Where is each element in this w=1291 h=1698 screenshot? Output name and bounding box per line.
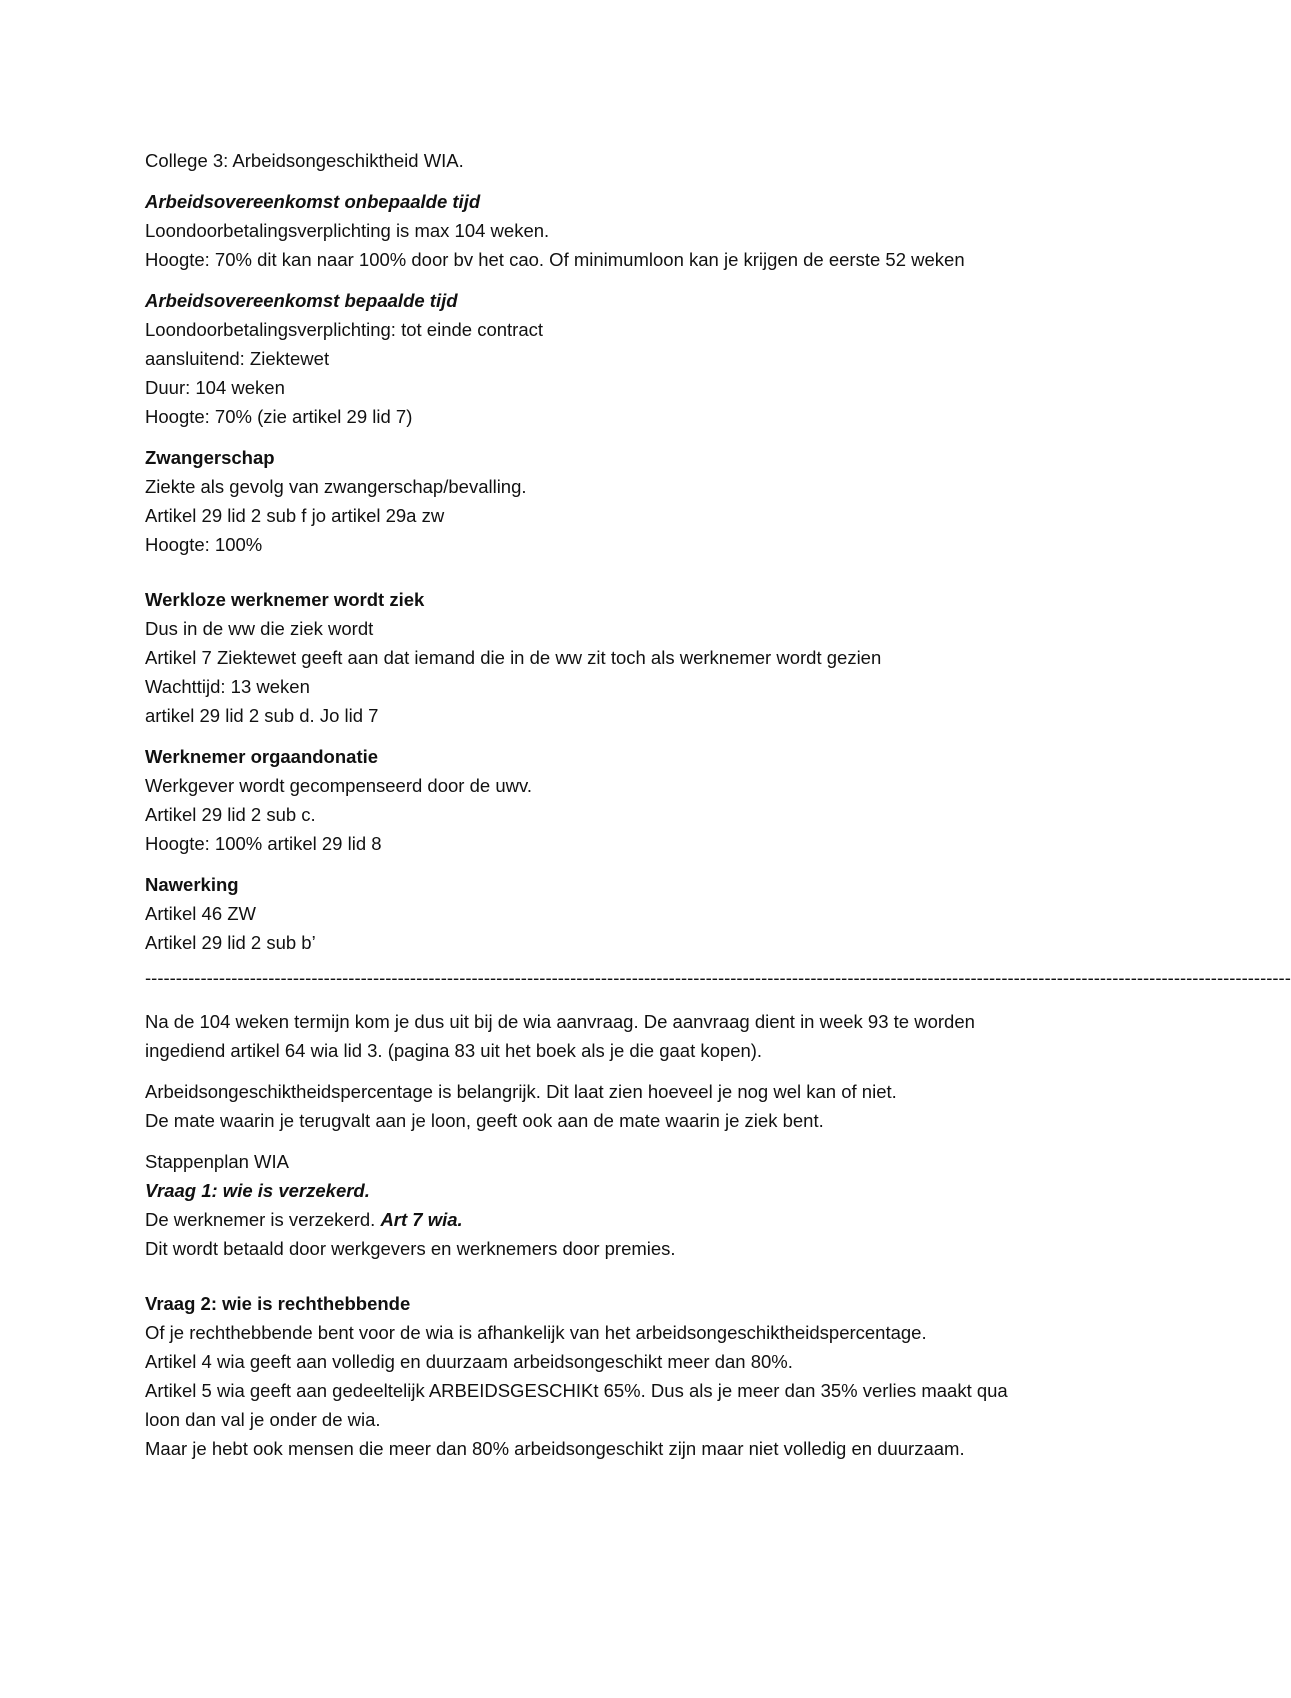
section-line: Wachttijd: 13 weken bbox=[145, 676, 310, 697]
section-line: Artikel 29 lid 2 sub c. bbox=[145, 804, 316, 825]
spacer bbox=[145, 559, 1065, 585]
section-line: Loondoorbetalingsverplichting is max 104 weken. bbox=[145, 220, 550, 241]
vraag1-line-text: De werknemer is verzekerd. bbox=[145, 1209, 381, 1230]
spacer bbox=[145, 274, 1065, 286]
spacer bbox=[145, 858, 1065, 870]
vraag1-article-reference: Art 7 wia. bbox=[380, 1209, 463, 1230]
section-line: Hoogte: 100% bbox=[145, 534, 263, 555]
section-heading: Arbeidsovereenkomst onbepaalde tijd bbox=[145, 191, 481, 212]
vraag2-line: Artikel 5 wia geeft aan gedeeltelijk ARBEIDSGESCHIKt 65%. Dus als je meer dan 35% verlies maakt qua bbox=[145, 1380, 1008, 1401]
stappenplan-title: Stappenplan WIA bbox=[145, 1151, 289, 1172]
divider-line: ------------------------------------------------------------------------------------------------------------------------------------------------------------------------------------------ bbox=[145, 967, 1291, 988]
vraag2-line: Of je rechthebbende bent voor de wia is afhankelijk van het arbeidsongeschiktheidspercentage. bbox=[145, 1322, 927, 1343]
spacer bbox=[145, 1135, 1065, 1147]
section-line: Artikel 29 lid 2 sub f jo artikel 29a zw bbox=[145, 505, 445, 526]
vraag1-line bbox=[145, 1205, 1065, 1234]
section-heading: Nawerking bbox=[145, 874, 239, 895]
document-title: College 3: Arbeidsongeschiktheid WIA. bbox=[145, 150, 464, 171]
paragraph-line: ingediend artikel 64 wia lid 3. (pagina 83 uit het boek als je die gaat kopen). bbox=[145, 1040, 763, 1061]
section-line: Hoogte: 100% artikel 29 lid 8 bbox=[145, 833, 382, 854]
section-line: Hoogte: 70% dit kan naar 100% door bv het cao. Of minimumloon kan je krijgen de eerste 52 weken bbox=[145, 249, 965, 270]
spacer bbox=[145, 1263, 1065, 1289]
section-line: Hoogte: 70% (zie artikel 29 lid 7) bbox=[145, 406, 413, 427]
spacer bbox=[145, 1065, 1065, 1077]
vraag1-line: Dit wordt betaald door werkgevers en werknemers door premies. bbox=[145, 1238, 676, 1259]
spacer bbox=[145, 431, 1065, 443]
vraag2-heading: Vraag 2: wie is rechthebbende bbox=[145, 1293, 411, 1314]
section-heading: Werkloze werknemer wordt ziek bbox=[145, 589, 425, 610]
vraag2-line: loon dan val je onder de wia. bbox=[145, 1409, 381, 1430]
section-line: Werkgever wordt gecompenseerd door de uwv. bbox=[145, 775, 532, 796]
spacer bbox=[145, 175, 1065, 187]
section-line: aansluitend: Ziektewet bbox=[145, 348, 330, 369]
section-line: Duur: 104 weken bbox=[145, 377, 285, 398]
section-line: Ziekte als gevolg van zwangerschap/bevalling. bbox=[145, 476, 527, 497]
section-line: Artikel 46 ZW bbox=[145, 903, 257, 924]
paragraph-line: Na de 104 weken termijn kom je dus uit bij de wia aanvraag. De aanvraag dient in week 93 te worden bbox=[145, 1011, 975, 1032]
section-line: Artikel 7 Ziektewet geeft aan dat iemand die in de ww zit toch als werknemer wordt gezien bbox=[145, 647, 882, 668]
paragraph-line: De mate waarin je terugvalt aan je loon, geeft ook aan de mate waarin je ziek bent. bbox=[145, 1110, 824, 1131]
section-line: Dus in de ww die ziek wordt bbox=[145, 618, 374, 639]
section-line: Loondoorbetalingsverplichting: tot einde contract bbox=[145, 319, 544, 340]
section-heading: Werknemer orgaandonatie bbox=[145, 746, 379, 767]
section-line: artikel 29 lid 2 sub d. Jo lid 7 bbox=[145, 705, 379, 726]
vraag2-line: Maar je hebt ook mensen die meer dan 80% arbeidsongeschikt zijn maar niet volledig en duurzaam. bbox=[145, 1438, 965, 1459]
vraag1-heading: Vraag 1: wie is verzekerd. bbox=[145, 1180, 370, 1201]
section-heading: Arbeidsovereenkomst bepaalde tijd bbox=[145, 290, 458, 311]
vraag2-line: Artikel 4 wia geeft aan volledig en duurzaam arbeidsongeschikt meer dan 80%. bbox=[145, 1351, 793, 1372]
spacer bbox=[145, 730, 1065, 742]
document-page bbox=[145, 146, 1291, 1463]
section-heading: Zwangerschap bbox=[145, 447, 275, 468]
section-line: Artikel 29 lid 2 sub b’ bbox=[145, 932, 316, 953]
spacer bbox=[145, 995, 1065, 1007]
paragraph-line: Arbeidsongeschiktheidspercentage is belangrijk. Dit laat zien hoeveel je nog wel kan of niet. bbox=[145, 1081, 897, 1102]
